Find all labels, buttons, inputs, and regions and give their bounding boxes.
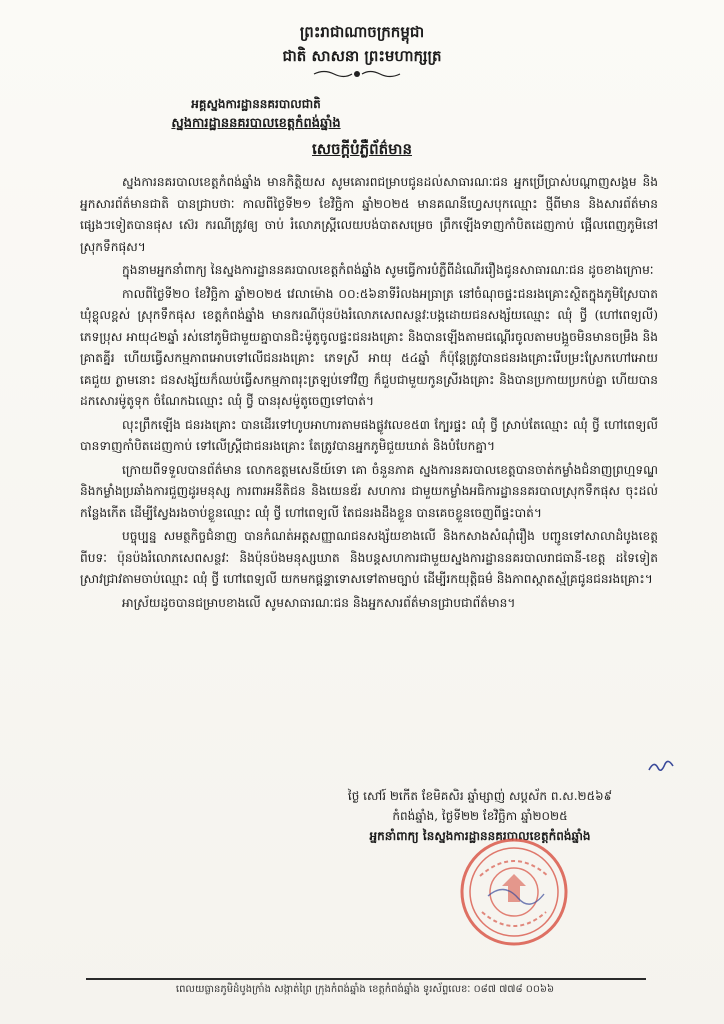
footer-address: ពេលយធ្លានភូមិដំបូងក្រាំង សង្កាត់ព្រៃ ក្រុងកំពង់ឆ្នាំង ខេត្តកំពង់ឆ្នាំង ទូរស័ព្ទលេខៈ ០៨៧ ៧៧៨ ០០៦៦: [175, 984, 555, 995]
place-date: កំពង់ឆ្នាំង, ថ្ងៃទី២២ ខែវិច្ឆិកា ឆ្នាំ២០២៥: [392, 809, 568, 823]
agency-sub: ស្នងការដ្ឋាននគរបាលខេត្តកំពង់ឆ្នាំង: [171, 116, 341, 131]
national-motto: ជាតិ សាសនា ព្រះមហាក្សត្រ: [282, 47, 442, 65]
body-paragraph: ក្រោយពីទទួលបានព័ត៌មាន លោកឧត្តមសេនីយ៍ទោ គោ ចំនួនភាគ ស្នងការនគរបាលខេត្តបានចាត់កម្លាំងជំនាញព្រហ្មទណ្ឌ និងកម្លាំងប្រឆាំងការជួញដូរមនុស្ស ការពារអនីតិជន និងយេនឌ័រ សហការ ជាមួយកម្លាំងអធិការដ្ឋាននគរបាលស្រុកទឹកផុស ចុះដល់កន្លែងកើត ដើម្បីស្វែងរងចាប់ខ្លួនឈ្មោះ ឈុំ ថ្វី ហៅពេទ្យលី តែជនរងដឹងខ្លួន បានគេចខ្លួនចេញពីផ្ទះបាត់។: [80, 462, 658, 520]
kingdom-name: ព្រះរាជាណាចក្រកម្ពុជា: [299, 23, 425, 41]
body-paragraph: ស្នងការនគរបាលខេត្តកំពង់ឆ្នាំង មានកិត្តិយស សូមគោរពជម្រាបជូនដល់សាធារណៈជន អ្នកប្រើប្រាស់បណ្តាញសង្គម និងអ្នកសារព័ត៌មានជាតិ បានជ្រាបថាៈ កាលពីថ្ងៃទី២១ ខែវិច្ឆិកា ឆ្នាំ២០២៥ មានគណនីហ្វេសបុកឈ្មោះ ថ្មីពីមាន និងសារព័ត៌មានផ្សេងៗទៀតបានផុស ស៊េរ ករណីត្រូវឲ្យ ចាប់ រំលោភស្ត្រីលេយបង់បាតសម្រេច ព្រឹកឡើងទាញកាំបិតដេញកាប់ ផ្អើលពេញភូមិនៅស្រុកទឹកផុស។: [80, 175, 658, 254]
body-paragraph: កាលពីថ្ងៃទី២០ ខែវិច្ឆិកា ឆ្នាំ២០២៥ វេលាម៉ោង ០០:៥៦នាទីរំលងអធ្រាត្រ នៅចំណុចផ្ទះជនរងគ្រោះស្ថិតក្នុងភូមិស្រែបាត ឃុំខ្លុលខ្ពស់ ស្រុកទឹកផុស ខេត្តកំពង់ឆ្នាំង មានករណីប៉ុនប៉ងរំលោភសេពសន្ថវៈបង្កដោយជនសង្ស័យឈ្មោះ ឈុំ ថ្វី (ហៅពេទ្យលី) ភេទប្រុស អាយុ៤២ឆ្នាំ រស់នៅភូមិជាមួយគ្នាបានជិះម៉ូតូចូលផ្ទះជនរងគ្រោះ និងបានឡើងតាមជណ្តើរចូលតាមបង្អួចមិនមានចម្រឹង និងគ្រាតគ្នីរ ហើយធ្វើសកម្មភាពអោបទៅលើជនរងគ្រោះ ភេទស្រី អាយុ ៥៤ឆ្នាំ ក៏ប៉ុន្តែត្រូវបានជនរងគ្រោះរើបម្រះស្រែកហៅអោយគេជួយ ភ្លាមនោះ ជនសង្ស័យក៏ឈប់ធ្វើសកម្មភាពរុះត្រឡប់ទៅវិញ ក៏ជួបជាមួយកូនស្រីរងគ្រោះ និងបានប្រកាយប្រកប់គ្នា ហើយបានដកសោរម៉ូតូទុក ចំណែកឯឈ្មោះ ឈុំ ថ្វី បានរុសម៉ូតូចេញទៅបាត់។: [80, 286, 658, 408]
body-paragraph: លុះព្រឹកឡើង ជនរងគ្រោះ បានដើរទៅហូបអាហារតាមផងផ្លូវលេខ៥៣ ក្បែរផ្ទះ ឈុំ ថ្វី ស្រាប់តែឈ្មោះ ឈុំ ថ្វី ហៅពេទ្យលី បានទាញកាំបិតដេញកាប់ ទៅលើស្ត្រីជាជនរងគ្រោះ តែត្រូវបានអ្នកភូមិជួយឃាត់ និងបំបែកគ្នា។: [80, 417, 658, 453]
agency-main: អគ្គស្នងការដ្ឋាននគរបាលជាតិ: [191, 97, 321, 111]
body-paragraph: ក្នុងនាមអ្នកនាំពាក្យ នៃស្នងការដ្ឋាននគរបាលខេត្តកំពង់ឆ្នាំង សូមធ្វើការបំភ្លឺពីដំណើររឿងជូនសាធារណៈជន ដូចខាងក្រោមៈ: [122, 263, 654, 277]
official-seal-icon: [458, 836, 570, 948]
lunar-date: ថ្ងៃ សៅរ៍ ២កើត ខែមិគសិរ ឆ្នាំម្សាញ់ សប្តស័ក ព.ស.២៥៦៩: [347, 789, 613, 803]
issuing-agency: [96, 94, 416, 134]
handwritten-mark-icon: [646, 756, 676, 778]
document-title: សេចក្តីបំភ្លឺព័ត៌មាន: [312, 140, 412, 158]
body-paragraph: បច្ចុប្បន្ន សមត្ថកិច្ចជំនាញ បានកំណត់អត្តសញ្ញាណជនសង្ស័យខាងលើ និងកសាងសំណុំរឿង បញ្ជូនទៅសាលាដំបូងខេត្ត ពីបទៈ ប៉ុនប៉ងរំលោភសេពសន្ថវៈ និងប៉ុនប៉ងមនុស្សឃាត និងបន្តសហការជាមួយស្នងការដ្ឋាននគរបាលរាជធានី-ខេត្ត ដទៃទៀត ស្រាវជ្រាវតាមចាប់ឈ្មោះ ឈុំ ថ្វី ហៅពេទ្យលី យកមកផ្តន្ទាទោសទៅតាមច្បាប់ ដើម្បីរកយុត្តិធម៌ និងភាពស្កាតស្ម័គ្រជូនជនរងគ្រោះ។: [80, 529, 658, 586]
body-paragraph: អាស្រ័យដូចបានជម្រាបខាងលើ សូមសាធារណៈជន និងអ្នកសារព័ត៌មានជ្រាបជាព័ត៌មាន។: [122, 595, 516, 610]
footer-divider: [86, 978, 646, 980]
signer-title: អ្នកនាំពាក្យ នៃស្នងការដ្ឋាននគរបាលខេត្តកំពង់ឆ្នាំង: [369, 829, 591, 843]
document-body: [80, 172, 658, 614]
ornament-divider-icon: [312, 68, 402, 80]
national-header: [0, 20, 724, 68]
